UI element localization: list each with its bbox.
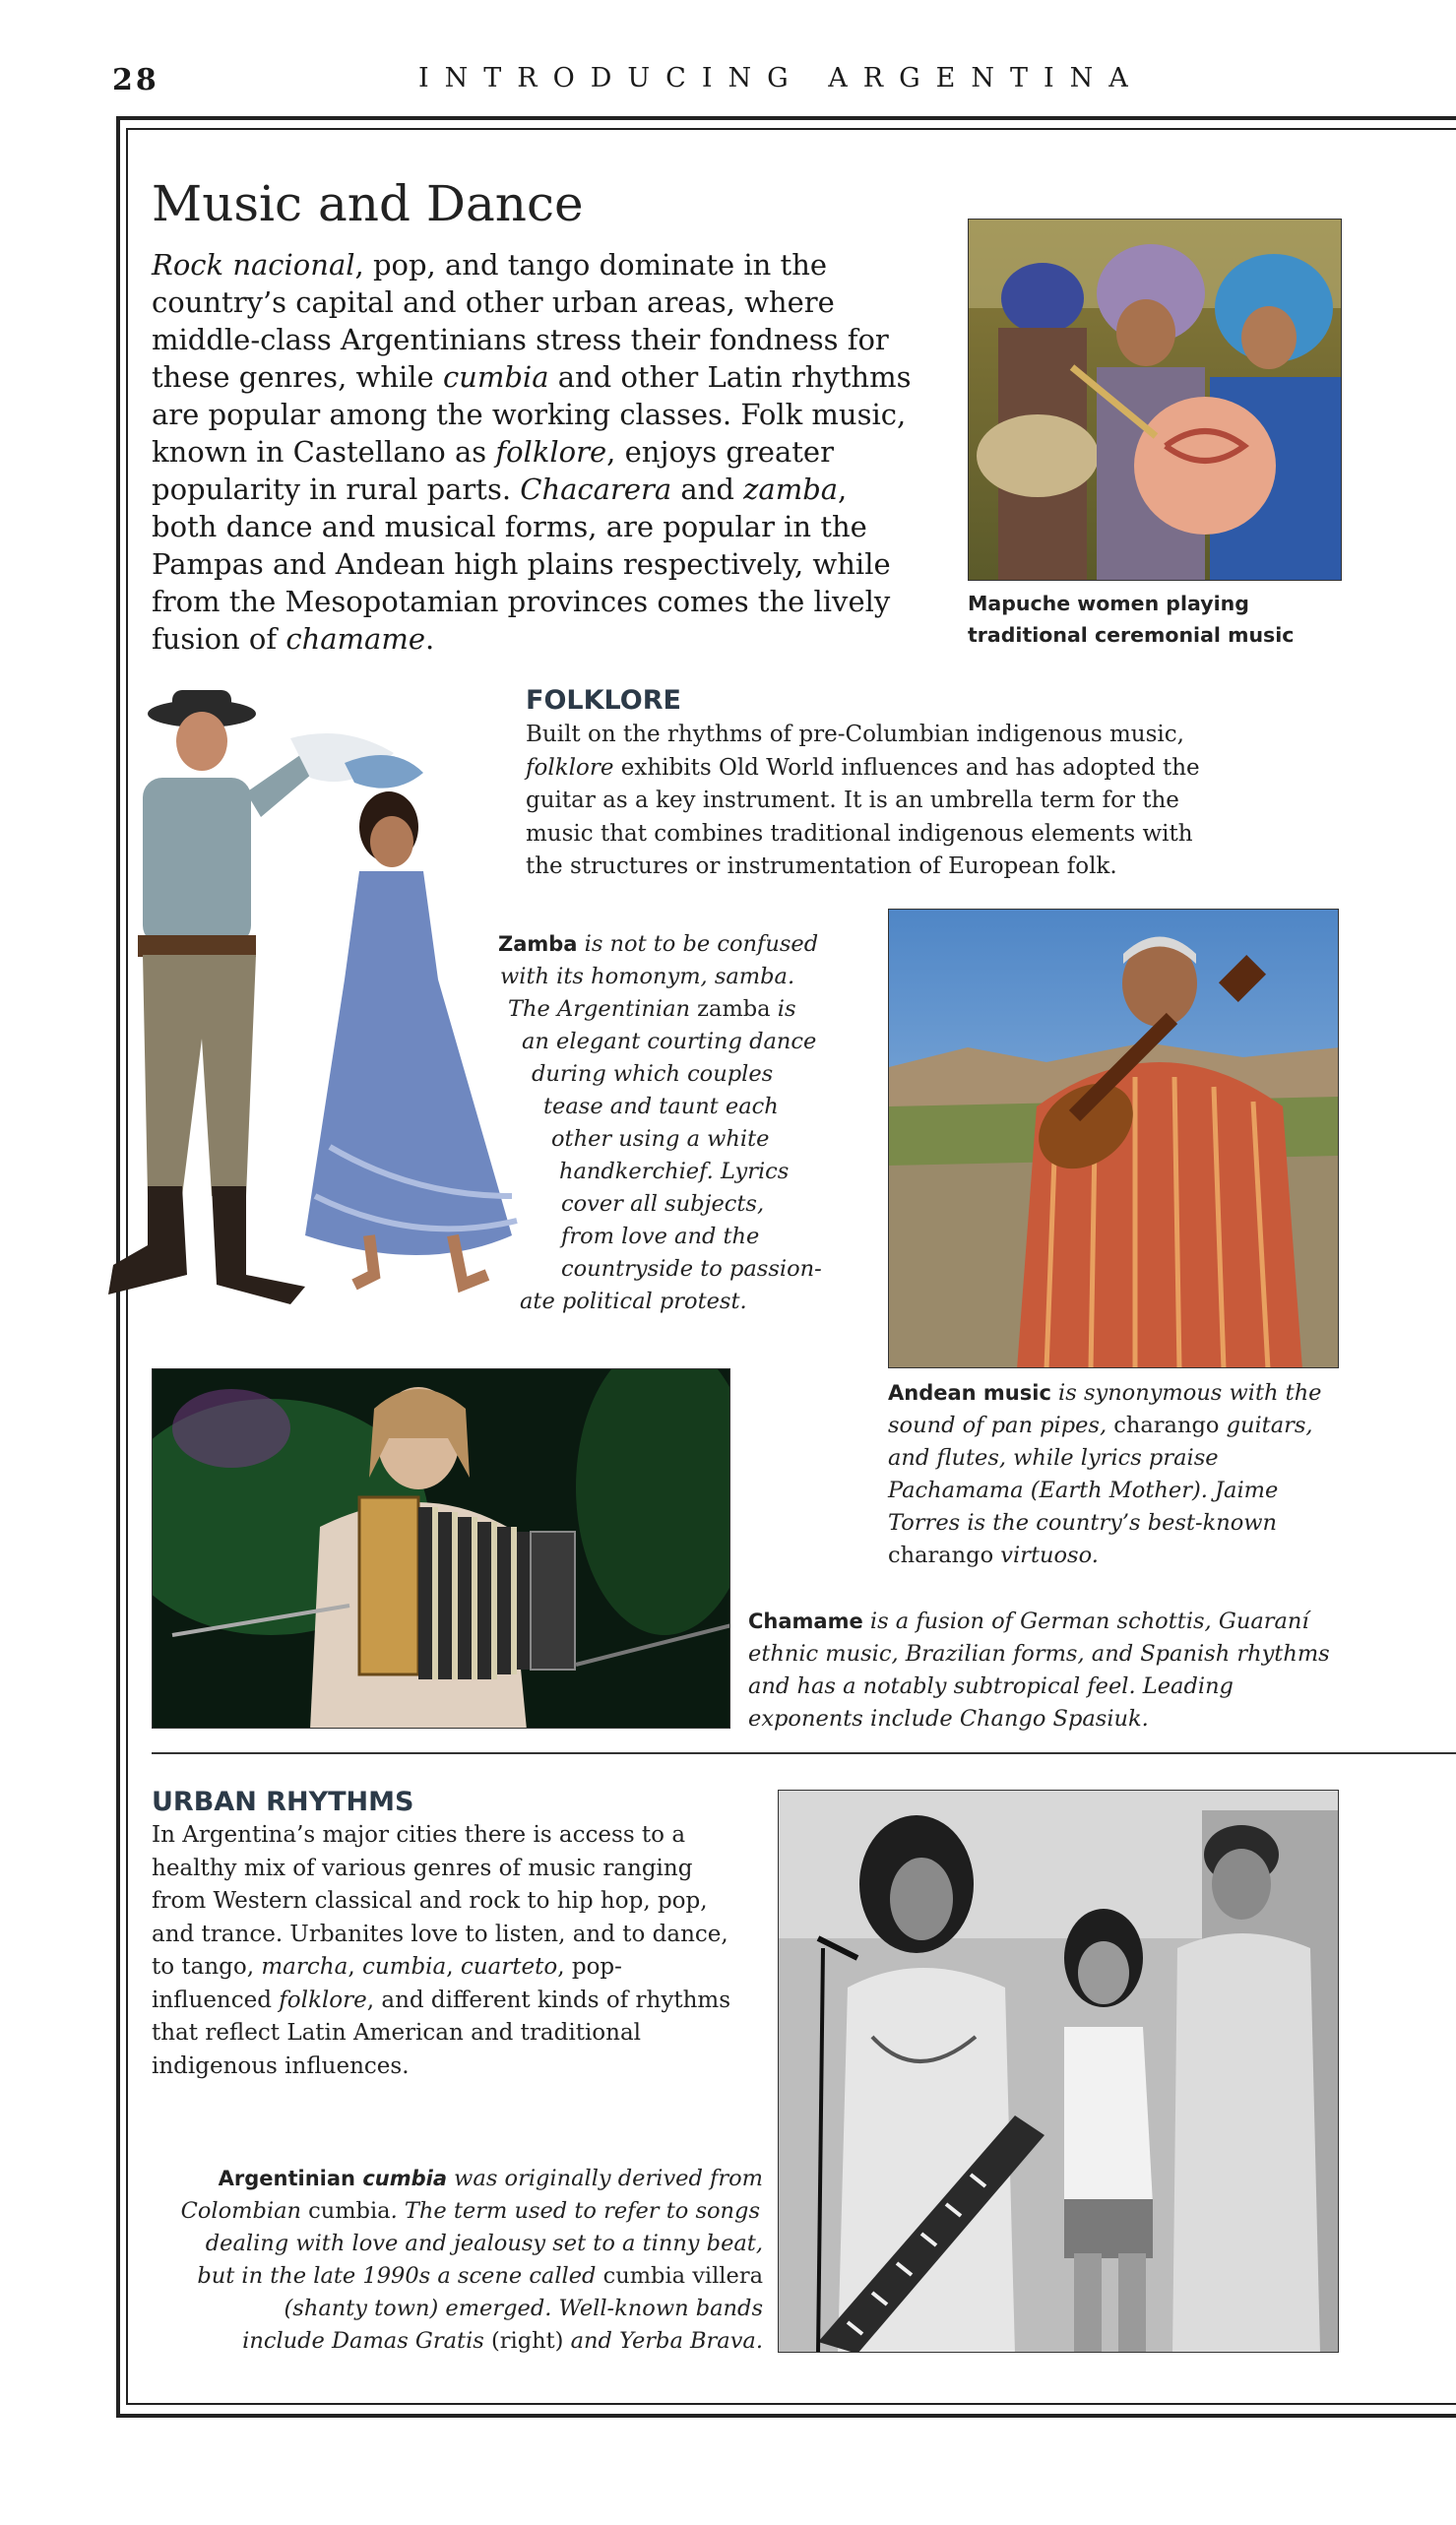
mapuche-women-photo xyxy=(968,219,1342,581)
section-divider xyxy=(152,1752,1456,1754)
andean-caption: Andean music is synonymous with the sound of pan pipes, charango guitars, and flutes, while lyrics praise Pachamama (Earth Mother). Jaime Torres is the country’s best-known charango virtuoso. xyxy=(888,1380,1322,1568)
folklore-paragraph: Built on the rhythms of pre-Columbian indigenous music, folklore exhibits Old World influences and has adopted the guitar as a key instrument. It is an umbrella term for the music that combines traditional indigenous elements with the structures or instrumentation of European folk. xyxy=(526,722,1200,879)
running-title: INTRODUCING ARGENTINA xyxy=(418,63,1144,94)
damas-gratis-band-photo xyxy=(778,1790,1339,2353)
page-title: Music and Dance xyxy=(152,175,584,232)
chamame-caption: Chamame is a fusion of German schottis, Guaraní ethnic music, Brazilian forms, and Spanish rhythms and has a notably subtropical feel. Leading exponents include Chango Spasiuk. xyxy=(748,1609,1330,1732)
zamba-dancers-photo xyxy=(98,684,551,1319)
chamame-accordion-photo xyxy=(152,1368,730,1729)
urban-rhythms-paragraph: In Argentina’s major cities there is access to a healthy mix of various genres of music ranging from Western classical and rock to hip hop, pop, and trance. Urbanites love to listen, and to dance, to tango, marcha, cumbia, cuarteto, pop-influenced folklore, and different kinds of rhythms that reflect Latin American and traditional indigenous influences. xyxy=(152,1822,731,2079)
cumbia-caption: Argentinian cumbia was originally derived from Colombian cumbia. The term used to refer to songs dealing with love and jealousy set to a tinny beat, but in the late 1990s a scene called cumbia villera (shanty town) emerged. Well-known bands include Damas Gratis (right) and Yerba Brava. xyxy=(180,2166,763,2354)
urban-rhythms-heading: URBAN RHYTHMS xyxy=(152,1787,414,1817)
intro-paragraph: Rock nacional, pop, and tango dominate in the country’s capital and other urban areas, where middle-class Argentinians stress their fondness for these genres, while cumbia and other Latin rhythms are popular among the working classes. Folk music, known in Castellano as folklore, enjoys greater popularity in rural parts. Chacarera and zamba, both dance and musical forms, are popular in the Pampas and Andean high plains respectively, while from the Mesopotamian provinces comes the lively fusion of chamame. xyxy=(152,248,912,656)
andean-musician-photo xyxy=(888,909,1339,1368)
folklore-heading: FOLKLORE xyxy=(526,685,681,716)
page-number: 28 xyxy=(112,63,159,97)
mapuche-caption: Mapuche women playing traditional ceremonial music xyxy=(968,592,1295,647)
zamba-caption: Zamba is not to be confused with its homonym, samba. The Argentinian zamba is an elegant courting dance during which couples tease and taunt each other using a white handkerchief. Lyrics cover all subjects, from love and the countryside to passion- ate political protest. xyxy=(498,931,822,1314)
